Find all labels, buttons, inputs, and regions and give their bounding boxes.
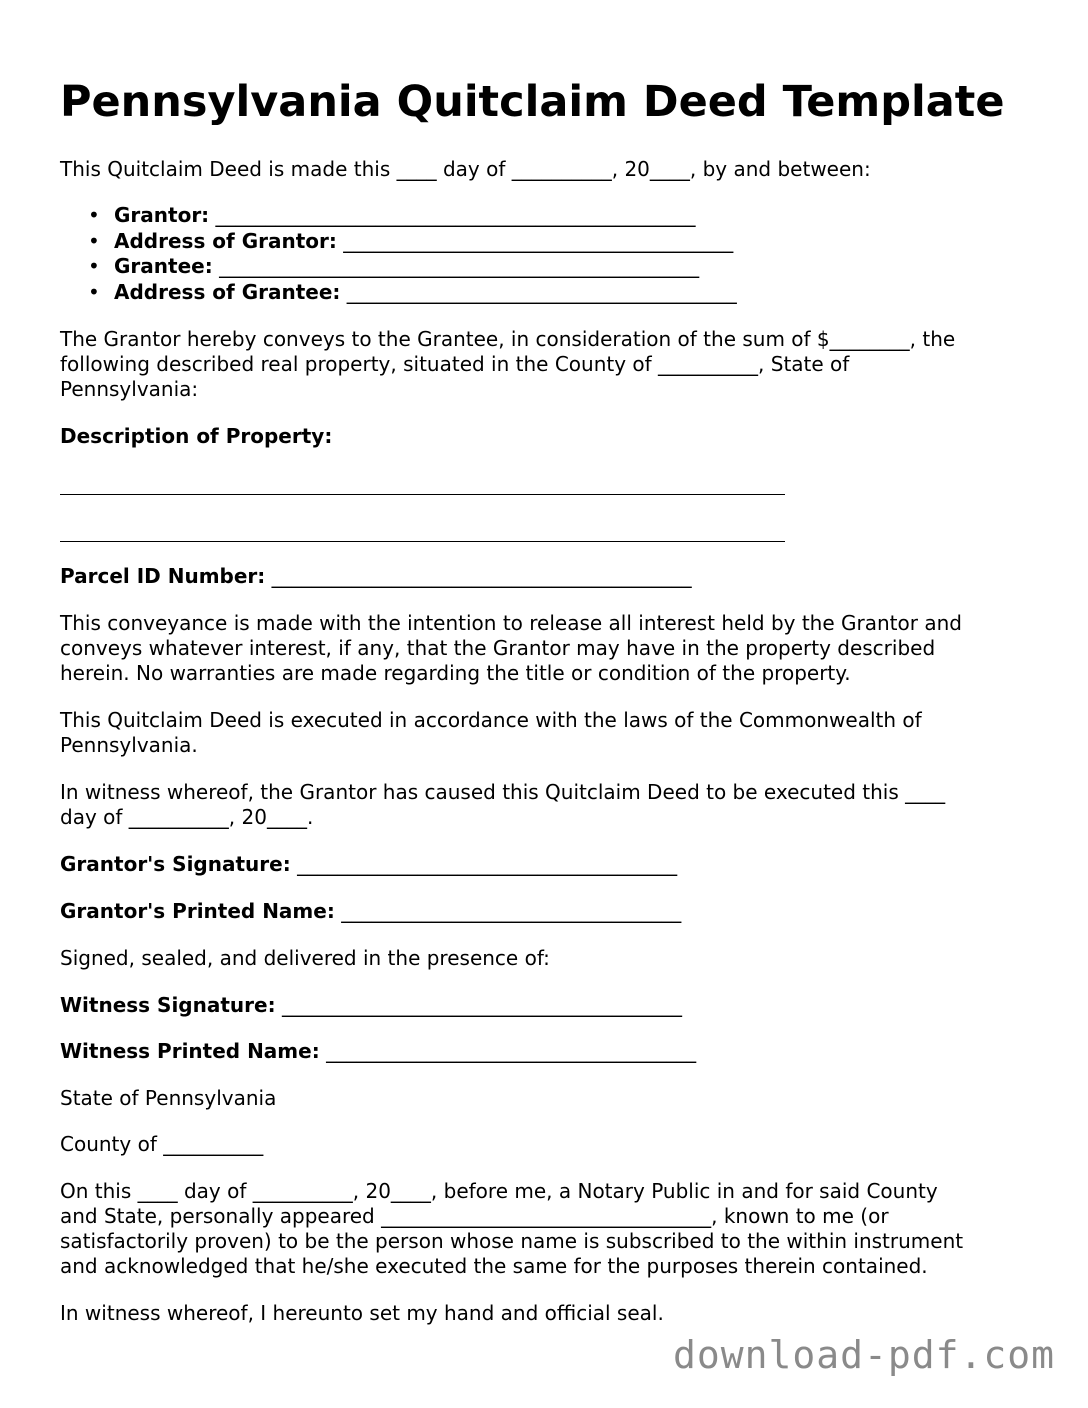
witness-printed-name-label: Witness Printed Name: (60, 1039, 320, 1063)
party-label: Address of Grantor: (114, 228, 337, 253)
witness-printed-name-field (60, 1039, 696, 1065)
release-line-3: herein. No warranties are made regarding the title or condition of the property. (60, 661, 851, 685)
notary-line-4: and acknowledged that he/she executed the same for the purposes therein contained. (60, 1254, 928, 1278)
grantor-printed-name-label: Grantor's Printed Name: (60, 899, 335, 923)
list-item (114, 254, 737, 280)
parcel-id-label: Parcel ID Number: (60, 564, 266, 588)
county-text: County of __________ (60, 1132, 264, 1156)
witness-printed-name-blank: _____________________________________ (326, 1039, 697, 1063)
list-item (114, 229, 737, 255)
parties-list (60, 203, 737, 305)
witness-signature-blank: ________________________________________ (281, 993, 682, 1017)
state-text: State of Pennsylvania (60, 1086, 277, 1110)
party-label: Address of Grantee: (114, 279, 341, 304)
witness-signature-field (60, 993, 682, 1019)
description-blank-line (60, 494, 785, 495)
list-item (114, 203, 737, 229)
description-blank-line (60, 541, 785, 542)
party-blank: _______________________________________ (346, 279, 737, 304)
conveyance-line-3: Pennsylvania: (60, 377, 199, 401)
grantor-signature-blank: ______________________________________ (297, 852, 678, 876)
party-label: Grantee: (114, 254, 213, 278)
seal-text: In witness whereof, I hereunto set my hand and official seal. (60, 1301, 664, 1325)
parcel-id-field (60, 564, 692, 590)
party-blank: ________________________________________________ (219, 254, 700, 278)
grantor-signature-label: Grantor's Signature: (60, 852, 291, 876)
party-label: Grantor: (114, 203, 210, 227)
witness-clause-line-2: day of __________, 20____. (60, 805, 314, 829)
witness-clause-line-1: In witness whereof, the Grantor has caused this Quitclaim Deed to be executed this ____ (60, 780, 946, 804)
release-line-1: This conveyance is made with the intention to release all interest held by the Grantor and (60, 611, 962, 635)
release-line-2: conveys whatever interest, if any, that the Grantor may have in the property described (60, 636, 936, 660)
laws-line-2: Pennsylvania. (60, 733, 198, 757)
conveyance-line-1: The Grantor hereby conveys to the Grantee, in consideration of the sum of $________, the (60, 327, 956, 351)
conveyance-line-2: following described real property, situated in the County of __________, State of (60, 352, 850, 376)
grantor-printed-name-blank: __________________________________ (341, 899, 682, 923)
laws-line-1: This Quitclaim Deed is executed in accordance with the laws of the Commonwealth of (60, 708, 922, 732)
presence-text: Signed, sealed, and delivered in the presence of: (60, 946, 550, 970)
grantor-printed-name-field (60, 899, 681, 925)
grantor-signature-field (60, 852, 677, 878)
description-label: Description of Property: (60, 424, 333, 448)
parcel-id-blank: __________________________________________ (271, 564, 692, 588)
party-blank: _______________________________________ (343, 228, 734, 253)
witness-signature-label: Witness Signature: (60, 993, 276, 1017)
document-title: Pennsylvania Quitclaim Deed Template (60, 77, 1005, 127)
notary-line-1: On this ____ day of __________, 20____, before me, a Notary Public in and for said County (60, 1179, 938, 1203)
notary-line-3: satisfactorily proven) to be the person whose name is subscribed to the within instrument (60, 1229, 964, 1253)
notary-line-2: and State, personally appeared _________________________________, known to me (or (60, 1204, 889, 1228)
list-item (114, 280, 737, 306)
party-blank: ________________________________________________ (215, 203, 696, 227)
intro-paragraph: This Quitclaim Deed is made this ____ day of __________, 20____, by and between: (60, 157, 871, 181)
watermark: download-pdf.com (672, 1333, 1055, 1377)
